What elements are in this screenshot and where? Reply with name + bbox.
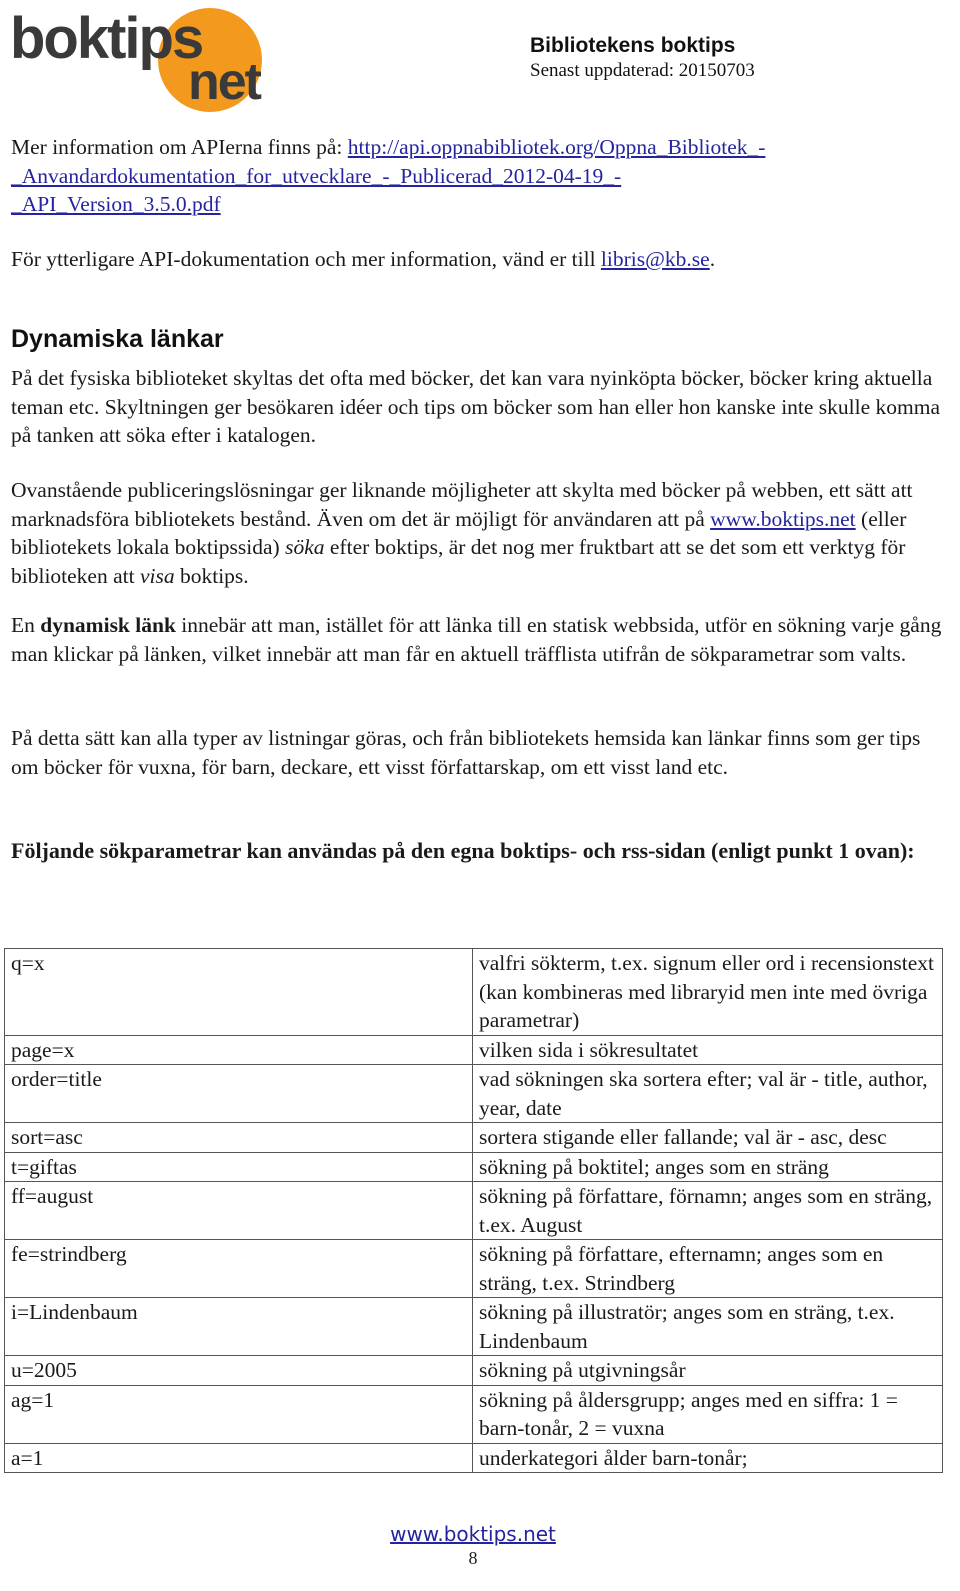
param-description: vilken sida i sökresultatet bbox=[473, 1035, 943, 1065]
footer-link[interactable]: www.boktips.net bbox=[390, 1522, 556, 1546]
table-row bbox=[5, 1182, 943, 1240]
params-heading: Följande sökparametrar kan användas på den egna boktips- och rss-sidan (enligt punkt 1 ovan): bbox=[11, 838, 915, 863]
table-row bbox=[5, 1298, 943, 1356]
param-key: i=Lindenbaum bbox=[5, 1298, 473, 1356]
table-row bbox=[5, 1385, 943, 1443]
logo-text-boktips: boktips bbox=[10, 6, 203, 71]
table-row bbox=[5, 1152, 943, 1182]
paragraph-4: På detta sätt kan alla typer av listningar göras, och från bibliotekets hemsida kan länkar finns som ger tips om böcker för vuxna, för barn, deckare, ett visst författarskap, om ett visst land etc. bbox=[11, 726, 921, 779]
contact-prefix: För ytterligare API-dokumentation och mer information, vänd er till bbox=[11, 247, 601, 271]
table-row bbox=[5, 1443, 943, 1473]
contact-paragraph bbox=[11, 245, 946, 274]
param-key: order=title bbox=[5, 1065, 473, 1123]
param-key: sort=asc bbox=[5, 1123, 473, 1153]
param-description: vad sökningen ska sortera efter; val är - title, author, year, date bbox=[473, 1065, 943, 1123]
param-description: valfri sökterm, t.ex. signum eller ord i recensionstext (kan kombineras med libraryid men inte med övriga parametrar) bbox=[473, 949, 943, 1036]
boktips-link[interactable]: www.boktips.net bbox=[710, 506, 856, 531]
param-key: ff=august bbox=[5, 1182, 473, 1240]
paragraph-1: På det fysiska biblioteket skyltas det ofta med böcker, det kan vara nyinköpta böcker, böcker kring aktuella teman etc. Skyltningen ger besökaren idéer och tips om böcker som han eller hon kanske inte skulle komma på tanken att söka efter i katalogen. bbox=[11, 366, 941, 447]
search-params-table bbox=[4, 948, 943, 1473]
api-info-prefix: Mer information om APIerna finns på: bbox=[11, 135, 348, 159]
header-updated-date: Senast uppdaterad: 20150703 bbox=[530, 60, 755, 81]
contact-email-link[interactable]: libris@kb.se bbox=[600, 247, 710, 271]
boktips-logo bbox=[10, 4, 290, 112]
param-key: u=2005 bbox=[5, 1356, 473, 1386]
logo-text-net: net bbox=[188, 53, 260, 111]
param-key: fe=strindberg bbox=[5, 1240, 473, 1298]
param-description: sökning på åldersgrupp; anges med en siffra: 1 = barn-tonår, 2 = vuxna bbox=[473, 1385, 943, 1443]
param-description: sortera stigande eller fallande; val är - asc, desc bbox=[473, 1123, 943, 1153]
param-key: page=x bbox=[5, 1035, 473, 1065]
table-row bbox=[5, 1123, 943, 1153]
table-row bbox=[5, 1035, 943, 1065]
param-description: sökning på boktitel; anges som en sträng bbox=[473, 1152, 943, 1182]
param-description: sökning på författare, efternamn; anges som en sträng, t.ex. Strindberg bbox=[473, 1240, 943, 1298]
param-key: q=x bbox=[5, 949, 473, 1036]
header-title: Bibliotekens boktips bbox=[530, 34, 736, 57]
dynamic-link-term: dynamisk länk bbox=[40, 613, 176, 637]
contact-suffix: . bbox=[709, 247, 716, 271]
api-doc-link[interactable]: http://api.oppnabibliotek.org/Oppna_Bibliotek_- _Anvandardokumentation_for_utvecklare_-_Publicerad_2012-04-19_- _API_Version_3.5.0.pdf bbox=[11, 135, 766, 216]
param-description: underkategori ålder barn-tonår; bbox=[473, 1443, 943, 1473]
table-row bbox=[5, 1065, 943, 1123]
table-row bbox=[5, 1240, 943, 1298]
paragraph-3: En dynamisk länk innebär att man, istället för att länka till en statisk webbsida, utför en sökning varje gång man klickar på länken, vilket innebär att man får en aktuell träfflista utifrån de sökparametrar som valts. bbox=[11, 613, 942, 666]
paragraph-2: Ovanstående publiceringslösningar ger liknande möjligheter att skylta med böcker på webben, ett sätt att marknadsföra bibliotekets bestånd. Även om det är möjligt för användaren att på www.boktips.net (eller bibliotekets lokala boktipssida) söka efter boktips, är det nog mer fruktbart att se det som ett verktyg för biblioteken att visa boktips. bbox=[11, 478, 913, 588]
param-description: sökning på författare, förnamn; anges som en sträng, t.ex. August bbox=[473, 1182, 943, 1240]
section-heading: Dynamiska länkar bbox=[11, 325, 224, 353]
table-row bbox=[5, 1356, 943, 1386]
api-info-paragraph bbox=[11, 133, 946, 219]
param-description: sökning på illustratör; anges som en sträng, t.ex. Lindenbaum bbox=[473, 1298, 943, 1356]
param-key: t=giftas bbox=[5, 1152, 473, 1182]
param-description: sökning på utgivningsår bbox=[473, 1356, 943, 1386]
page-number: 8 bbox=[468, 1548, 478, 1568]
param-key: a=1 bbox=[5, 1443, 473, 1473]
table-row bbox=[5, 949, 943, 1036]
param-key: ag=1 bbox=[5, 1385, 473, 1443]
